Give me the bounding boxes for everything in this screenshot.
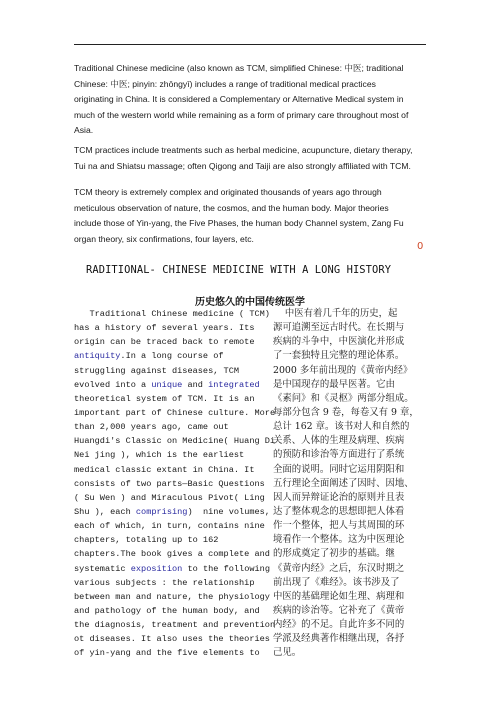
- english-text-line: [74, 420, 276, 434]
- chinese-text-line: 全面的说明。同时它运用阴阳和: [273, 463, 405, 475]
- chinese-text-line: 了一套独特且完整的理论体系。: [273, 350, 405, 362]
- text-segment: of yin-yang and the five elements to: [74, 648, 260, 659]
- text-segment: to the following: [182, 563, 270, 574]
- text-segment: systematic: [74, 563, 131, 574]
- english-text-line: [74, 646, 276, 660]
- text-segment: ) nine volumes,: [187, 506, 270, 517]
- glossary-link[interactable]: integrated: [208, 379, 260, 390]
- chinese-text-line: 总计 162 章。该书对人和自然的: [273, 421, 410, 433]
- glossary-link[interactable]: comprising: [135, 506, 188, 517]
- text-segment: Huangdi's Classic on Medicine( Huang Di: [74, 436, 276, 447]
- text-segment: ot diseases. It also uses the theories: [74, 634, 270, 645]
- glossary-link[interactable]: exposition: [130, 563, 183, 574]
- text-segment: origin can be traced back to remote: [74, 337, 255, 348]
- text-line: TCM practices include treatments such as herbal medicine, acupuncture, dietary therapy,: [74, 145, 413, 155]
- text-line: TCM theory is extremely complex and originated thousands of years ago through: [74, 187, 382, 197]
- text-segment: struggling against diseases, TCM: [74, 365, 240, 376]
- text-segment: each of which, in turn, contains nine: [74, 521, 265, 532]
- english-text-line: [74, 349, 276, 363]
- chinese-text-line: 2000 多年前出现的《黄帝内经》: [273, 364, 413, 376]
- chinese-text-line: 己见。: [273, 647, 302, 659]
- chinese-text-line: 学派及经典著作相继出现，各抒: [273, 633, 405, 645]
- text-segment: has a history of several years. Its: [74, 323, 255, 334]
- chinese-text-line: 五行理论全面阐述了因时、因地、: [273, 477, 414, 489]
- english-text-line: [74, 632, 276, 646]
- text-segment: important part of Chinese culture. More: [74, 407, 276, 418]
- intro-paragraph-tcm-definition: [74, 61, 430, 139]
- text-segment: theoretical system of TCM. It is an: [74, 393, 255, 404]
- text-line: include those of Yin-yang, the Five Phases, the human body Channel system, Zang Fu: [74, 218, 404, 229]
- english-text-line: [74, 562, 276, 576]
- text-segment: Shu ), each: [74, 506, 136, 517]
- english-text-line: [74, 618, 276, 632]
- english-text-line: [74, 604, 276, 618]
- text-segment: chapters, totaling up to 162: [74, 535, 219, 546]
- english-text-line: [74, 392, 276, 406]
- english-text-line: [74, 321, 276, 335]
- chinese-text-line: 的形成奠定了初步的基础。继: [273, 548, 395, 560]
- chinese-text-line: 《素问》和《灵枢》两部分组成。: [273, 392, 414, 404]
- chinese-text-line: 前出现了《难经》。该书涉及了: [273, 576, 400, 588]
- english-text-line: [74, 364, 276, 378]
- glossary-link[interactable]: unique: [151, 379, 183, 390]
- chinese-text-line: 《黄帝内经》之后，东汉时期之: [273, 562, 405, 574]
- chinese-title: 历史悠久的中国传统医学: [195, 297, 305, 308]
- english-text-line: [74, 505, 276, 519]
- intro-paragraph-tcm-theory: [74, 185, 430, 247]
- text-line: organ theory, six confirmations, four layers, etc.: [74, 233, 254, 244]
- text-segment: medical classic extant in China. It: [74, 464, 255, 475]
- text-segment: consists of two parts—Basic Questions: [74, 478, 265, 489]
- english-text-line: [74, 477, 276, 491]
- english-text-line: [74, 434, 276, 448]
- chinese-column: [273, 307, 433, 661]
- english-text-line: [74, 307, 276, 321]
- text-segment: various subjects : the relationship: [74, 577, 255, 588]
- text-segment: and pathology of the human body, and: [74, 605, 260, 616]
- text-line: meticulous observation of nature, the cosmos, and the human body. Major theories: [74, 202, 389, 213]
- english-text-line: [74, 491, 276, 505]
- english-text-line: [74, 519, 276, 533]
- english-text-line: [74, 378, 276, 392]
- text-segment: Traditional Chinese medicine ( TCM): [74, 309, 270, 319]
- text-line: much of the western world while remaining as a form of primary care throughout most of: [74, 109, 409, 120]
- english-text-line: [74, 463, 276, 477]
- text-segment: ( Su Wen ) and Miraculous Pivot( Ling: [74, 492, 265, 503]
- english-text-line: [74, 335, 276, 349]
- chinese-text-line: 每部分包含 9 卷，每卷又有 9 章，: [273, 406, 419, 418]
- english-text-line: [74, 576, 276, 590]
- chinese-text-line: 因人而异辩证论治的原则并且表: [273, 491, 405, 503]
- glossary-link[interactable]: antiquity: [74, 351, 121, 362]
- header-rule: [74, 44, 426, 45]
- page-marker: 0: [417, 241, 424, 252]
- chinese-text-line: 内经》的不足。自此许多不同的: [273, 619, 405, 631]
- text-segment: the diagnosis, treatment and prevention: [74, 620, 276, 631]
- chinese-text-line: 是中国现存的最早医著。它由: [273, 378, 395, 390]
- text-line: originating in China. It is considered a Complementary or Alternative Medical system in: [74, 94, 404, 105]
- text-segment: .In a long course of: [120, 351, 224, 362]
- chinese-text-line: 疾病的诊治等。它补充了《黄帝: [273, 604, 405, 616]
- intro-paragraph-tcm-practices: [74, 143, 430, 174]
- english-text-line: [74, 533, 276, 547]
- chinese-text-line: 源可追溯至远古时代。在长期与: [273, 322, 405, 334]
- chinese-text-line: 中医的基础理论如生理、病理和: [273, 590, 405, 602]
- chinese-text-line: 作一个整体，把人与其周围的环: [273, 520, 405, 532]
- english-text-line: [74, 547, 276, 561]
- english-text-line: [74, 448, 276, 462]
- text-segment: Nei jing ), which is the earliest: [74, 450, 245, 461]
- text-line: Chinese: 中医; pinyin: zhōngyī) includes a range of traditional medical practices: [74, 78, 376, 89]
- chinese-text-line: 达了整体观念的思想即把人体看: [273, 505, 405, 517]
- english-text-line: [74, 406, 276, 420]
- text-line: Asia.: [74, 125, 94, 136]
- chinese-text-line: 疾病的斗争中，中医演化并形成: [273, 336, 405, 348]
- english-text-line: [74, 590, 276, 604]
- text-segment: between man and nature, the physiology: [74, 591, 270, 602]
- english-column: [74, 307, 276, 661]
- chinese-text-line: 境看作一个整体。这为中医理论: [273, 534, 405, 546]
- chinese-text-line: 关系、人体的生理及病理、疾病: [273, 435, 405, 447]
- text-segment: evolved into a: [74, 379, 152, 390]
- text-segment: than 2,000 years ago, came out: [74, 422, 229, 433]
- chinese-text-line: 的预防和诊治等方面进行了系统: [273, 449, 405, 461]
- text-segment: and: [182, 379, 209, 390]
- chinese-text-line: 中医有着几千年的历史，起: [273, 308, 398, 319]
- text-line: Traditional Chinese medicine (also known as TCM, simplified Chinese: 中医; traditional: [74, 63, 404, 73]
- text-line: Tui na and Shiatsu massage; often Qigong and Taiji are also strongly affiliated with TCM.: [74, 160, 411, 171]
- text-segment: chapters.The book gives a complete and: [74, 549, 270, 560]
- document-title: RADITIONAL- CHINESE MEDICINE WITH A LONG HISTORY: [86, 264, 392, 276]
